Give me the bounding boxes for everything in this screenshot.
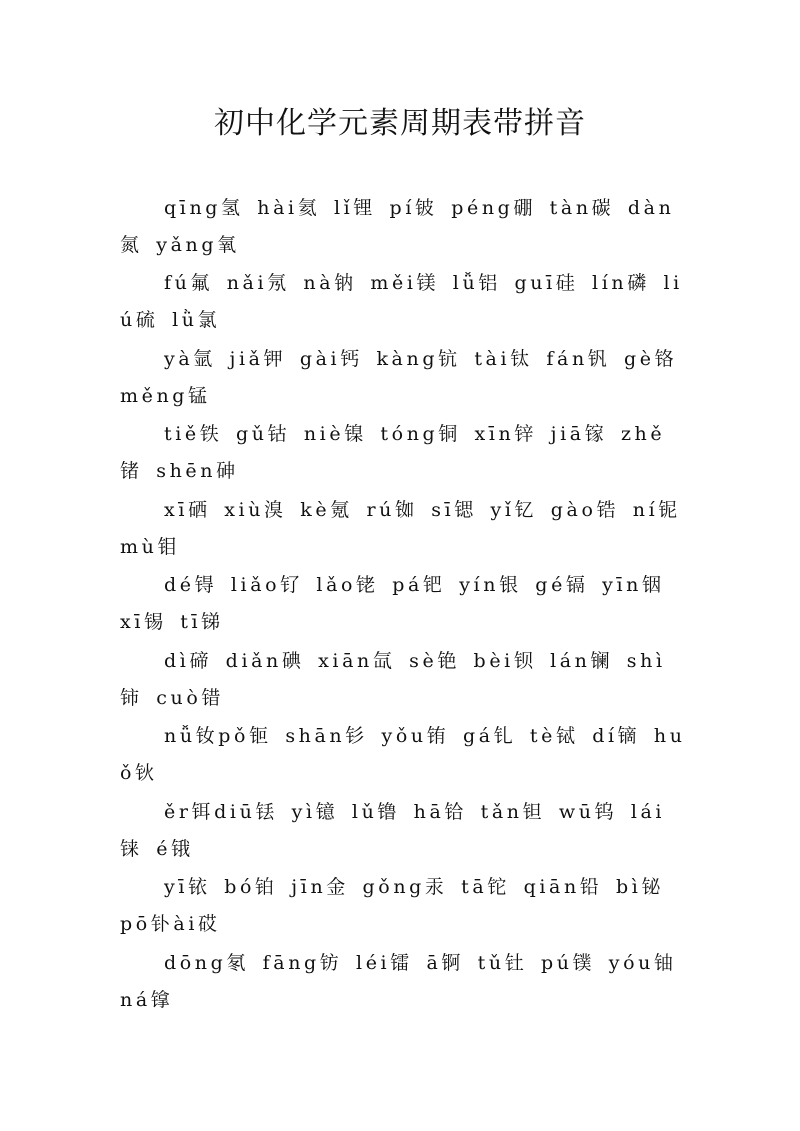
paragraph-3: yà氩 jiǎ钾 gài钙 kàng钪 tài钛 fán钒 gè铬 měng锰 (120, 348, 678, 407)
paragraph-10: yī铱 bó铂 jīn金 gǒng汞 tā铊 qiān铅 bì铋 pō钋ài砹 (120, 876, 665, 935)
paragraph-8: nǚ钕pǒ钷 shān钐 yǒu铕 gá钆 tè铽 dí镝 huǒ钬 (120, 725, 686, 784)
page-title: 初中化学元素周期表带拼音 (214, 106, 586, 141)
paragraph-11: dōng氡 fāng钫 léi镭 ā锕 tǔ钍 pú镤 yóu铀 ná镎 (120, 952, 677, 1011)
paragraph-1: qīng氢 hài氦 lǐ锂 pí铍 péng硼 tàn碳 dàn氮 yǎng氧 (120, 197, 675, 256)
paragraph-9: ěr铒diū铥 yì镱 lǔ镥 hā铪 tǎn钽 wū钨 lái铼 é锇 (120, 801, 666, 860)
paragraph-2: fú氟 nǎi氖 nà钠 měi镁 lǚ铝 guī硅 lín磷 liú硫 lǜ氯 (120, 272, 683, 331)
paragraph-7: dì碲 diǎn碘 xiān氙 sè铯 bèi钡 lán镧 shì铈 cuò错 (120, 650, 666, 709)
paragraph-5: xī硒 xiù溴 kè氪 rú铷 sī锶 yǐ钇 gào锆 ní铌 mù钼 (120, 499, 681, 558)
paragraph-4: tiě铁 gǔ钴 niè镍 tóng铜 xīn锌 jiā镓 zhě锗 shēn砷 (120, 423, 666, 482)
paragraph-6: dé锝 liǎo钌 lǎo铑 pá钯 yín银 gé镉 yīn铟 xī锡 tī锑 (120, 574, 665, 633)
